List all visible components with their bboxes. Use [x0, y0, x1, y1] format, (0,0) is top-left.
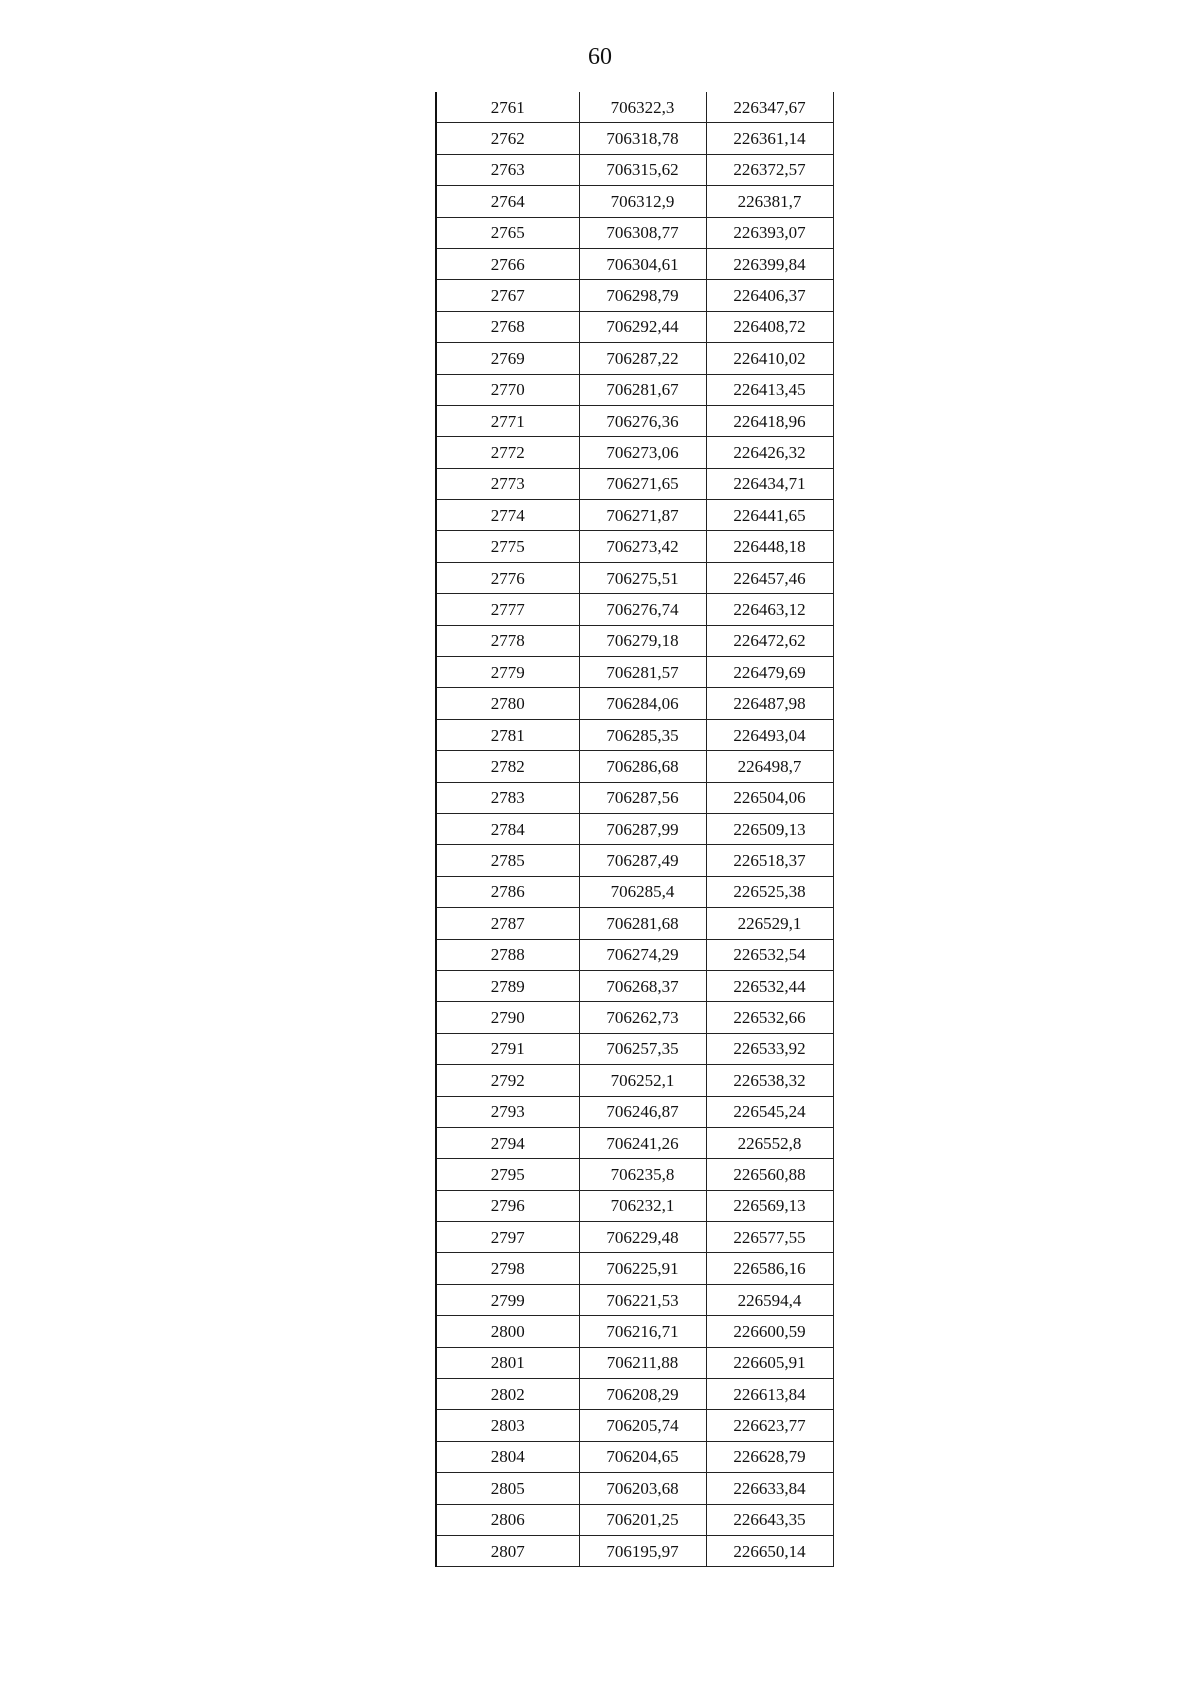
- table-row: [436, 1535, 833, 1566]
- table-row: [436, 594, 833, 625]
- table-row: [436, 813, 833, 844]
- point-number-cell: 2762: [436, 123, 579, 154]
- x-coordinate-cell: 706279,18: [579, 625, 706, 656]
- y-coordinate-cell: 226538,32: [706, 1065, 833, 1096]
- y-coordinate-cell: 226413,45: [706, 374, 833, 405]
- x-coordinate-cell: 706271,87: [579, 500, 706, 531]
- y-coordinate-cell: 226493,04: [706, 719, 833, 750]
- y-coordinate-cell: 226434,71: [706, 468, 833, 499]
- y-coordinate-cell: 226569,13: [706, 1190, 833, 1221]
- y-coordinate-cell: 226361,14: [706, 123, 833, 154]
- point-number-cell: 2801: [436, 1347, 579, 1378]
- x-coordinate-cell: 706287,56: [579, 782, 706, 813]
- point-number-cell: 2795: [436, 1159, 579, 1190]
- y-coordinate-cell: 226532,44: [706, 970, 833, 1001]
- x-coordinate-cell: 706205,74: [579, 1410, 706, 1441]
- point-number-cell: 2771: [436, 405, 579, 436]
- x-coordinate-cell: 706315,62: [579, 154, 706, 185]
- point-number-cell: 2798: [436, 1253, 579, 1284]
- point-number-cell: 2773: [436, 468, 579, 499]
- x-coordinate-cell: 706275,51: [579, 562, 706, 593]
- x-coordinate-cell: 706268,37: [579, 970, 706, 1001]
- point-number-cell: 2774: [436, 500, 579, 531]
- table-row: [436, 1410, 833, 1441]
- y-coordinate-cell: 226552,8: [706, 1127, 833, 1158]
- table-row: [436, 123, 833, 154]
- y-coordinate-cell: 226408,72: [706, 311, 833, 342]
- y-coordinate-cell: 226410,02: [706, 343, 833, 374]
- point-number-cell: 2782: [436, 751, 579, 782]
- table-row: [436, 719, 833, 750]
- x-coordinate-cell: 706252,1: [579, 1065, 706, 1096]
- x-coordinate-cell: 706273,42: [579, 531, 706, 562]
- point-number-cell: 2806: [436, 1504, 579, 1535]
- y-coordinate-cell: 226347,67: [706, 92, 833, 123]
- point-number-cell: 2778: [436, 625, 579, 656]
- point-number-cell: 2793: [436, 1096, 579, 1127]
- x-coordinate-cell: 706322,3: [579, 92, 706, 123]
- y-coordinate-cell: 226518,37: [706, 845, 833, 876]
- y-coordinate-cell: 226613,84: [706, 1379, 833, 1410]
- y-coordinate-cell: 226628,79: [706, 1441, 833, 1472]
- x-coordinate-cell: 706235,8: [579, 1159, 706, 1190]
- table-row: [436, 1253, 833, 1284]
- point-number-cell: 2786: [436, 876, 579, 907]
- point-number-cell: 2788: [436, 939, 579, 970]
- x-coordinate-cell: 706276,74: [579, 594, 706, 625]
- x-coordinate-cell: 706216,71: [579, 1316, 706, 1347]
- y-coordinate-cell: 226472,62: [706, 625, 833, 656]
- x-coordinate-cell: 706308,77: [579, 217, 706, 248]
- x-coordinate-cell: 706204,65: [579, 1441, 706, 1472]
- table-row: [436, 154, 833, 185]
- y-coordinate-cell: 226498,7: [706, 751, 833, 782]
- x-coordinate-cell: 706281,68: [579, 908, 706, 939]
- y-coordinate-cell: 226586,16: [706, 1253, 833, 1284]
- point-number-cell: 2794: [436, 1127, 579, 1158]
- y-coordinate-cell: 226457,46: [706, 562, 833, 593]
- x-coordinate-cell: 706257,35: [579, 1033, 706, 1064]
- x-coordinate-cell: 706285,35: [579, 719, 706, 750]
- table-row: [436, 1096, 833, 1127]
- point-number-cell: 2765: [436, 217, 579, 248]
- table-row: [436, 1127, 833, 1158]
- y-coordinate-cell: 226623,77: [706, 1410, 833, 1441]
- x-coordinate-cell: 706276,36: [579, 405, 706, 436]
- y-coordinate-cell: 226406,37: [706, 280, 833, 311]
- y-coordinate-cell: 226504,06: [706, 782, 833, 813]
- table-row: [436, 217, 833, 248]
- x-coordinate-cell: 706304,61: [579, 248, 706, 279]
- point-number-cell: 2764: [436, 186, 579, 217]
- point-number-cell: 2804: [436, 1441, 579, 1472]
- y-coordinate-cell: 226418,96: [706, 405, 833, 436]
- table-row: [436, 751, 833, 782]
- x-coordinate-cell: 706225,91: [579, 1253, 706, 1284]
- point-number-cell: 2766: [436, 248, 579, 279]
- y-coordinate-cell: 226479,69: [706, 657, 833, 688]
- point-number-cell: 2790: [436, 1002, 579, 1033]
- x-coordinate-cell: 706211,88: [579, 1347, 706, 1378]
- point-number-cell: 2770: [436, 374, 579, 405]
- y-coordinate-cell: 226532,54: [706, 939, 833, 970]
- y-coordinate-cell: 226560,88: [706, 1159, 833, 1190]
- point-number-cell: 2779: [436, 657, 579, 688]
- point-number-cell: 2802: [436, 1379, 579, 1410]
- table-row: [436, 908, 833, 939]
- y-coordinate-cell: 226426,32: [706, 437, 833, 468]
- table-row: [436, 343, 833, 374]
- point-number-cell: 2796: [436, 1190, 579, 1221]
- x-coordinate-cell: 706262,73: [579, 1002, 706, 1033]
- table-row: [436, 437, 833, 468]
- x-coordinate-cell: 706246,87: [579, 1096, 706, 1127]
- x-coordinate-cell: 706241,26: [579, 1127, 706, 1158]
- table-row: [436, 1065, 833, 1096]
- table-row: [436, 1316, 833, 1347]
- x-coordinate-cell: 706221,53: [579, 1284, 706, 1315]
- table-row: [436, 688, 833, 719]
- x-coordinate-cell: 706208,29: [579, 1379, 706, 1410]
- table-row: [436, 1222, 833, 1253]
- point-number-cell: 2797: [436, 1222, 579, 1253]
- y-coordinate-cell: 226529,1: [706, 908, 833, 939]
- table-row: [436, 625, 833, 656]
- x-coordinate-cell: 706273,06: [579, 437, 706, 468]
- point-number-cell: 2787: [436, 908, 579, 939]
- table-row: [436, 1002, 833, 1033]
- table-row: [436, 657, 833, 688]
- point-number-cell: 2768: [436, 311, 579, 342]
- point-number-cell: 2769: [436, 343, 579, 374]
- x-coordinate-cell: 706195,97: [579, 1535, 706, 1566]
- x-coordinate-cell: 706287,99: [579, 813, 706, 844]
- x-coordinate-cell: 706318,78: [579, 123, 706, 154]
- table-row: [436, 1504, 833, 1535]
- point-number-cell: 2776: [436, 562, 579, 593]
- x-coordinate-cell: 706229,48: [579, 1222, 706, 1253]
- coordinates-table: [435, 92, 834, 1567]
- point-number-cell: 2785: [436, 845, 579, 876]
- point-number-cell: 2799: [436, 1284, 579, 1315]
- table-row: [436, 1473, 833, 1504]
- table-row: [436, 970, 833, 1001]
- y-coordinate-cell: 226650,14: [706, 1535, 833, 1566]
- table-row: [436, 1347, 833, 1378]
- table-row: [436, 531, 833, 562]
- x-coordinate-cell: 706232,1: [579, 1190, 706, 1221]
- x-coordinate-cell: 706203,68: [579, 1473, 706, 1504]
- table-row: [436, 186, 833, 217]
- y-coordinate-cell: 226393,07: [706, 217, 833, 248]
- point-number-cell: 2780: [436, 688, 579, 719]
- point-number-cell: 2807: [436, 1535, 579, 1566]
- x-coordinate-cell: 706286,68: [579, 751, 706, 782]
- x-coordinate-cell: 706201,25: [579, 1504, 706, 1535]
- point-number-cell: 2800: [436, 1316, 579, 1347]
- table-row: [436, 1190, 833, 1221]
- x-coordinate-cell: 706292,44: [579, 311, 706, 342]
- point-number-cell: 2792: [436, 1065, 579, 1096]
- y-coordinate-cell: 226545,24: [706, 1096, 833, 1127]
- table-row: [436, 782, 833, 813]
- table-row: [436, 405, 833, 436]
- x-coordinate-cell: 706284,06: [579, 688, 706, 719]
- x-coordinate-cell: 706287,49: [579, 845, 706, 876]
- y-coordinate-cell: 226600,59: [706, 1316, 833, 1347]
- point-number-cell: 2777: [436, 594, 579, 625]
- point-number-cell: 2789: [436, 970, 579, 1001]
- x-coordinate-cell: 706274,29: [579, 939, 706, 970]
- table-row: [436, 845, 833, 876]
- point-number-cell: 2763: [436, 154, 579, 185]
- point-number-cell: 2783: [436, 782, 579, 813]
- table-row: [436, 1033, 833, 1064]
- point-number-cell: 2772: [436, 437, 579, 468]
- y-coordinate-cell: 226487,98: [706, 688, 833, 719]
- point-number-cell: 2805: [436, 1473, 579, 1504]
- table-row: [436, 374, 833, 405]
- point-number-cell: 2781: [436, 719, 579, 750]
- table-row: [436, 92, 833, 123]
- coordinates-table-body: [436, 92, 833, 1567]
- table-row: [436, 280, 833, 311]
- y-coordinate-cell: 226643,35: [706, 1504, 833, 1535]
- point-number-cell: 2784: [436, 813, 579, 844]
- y-coordinate-cell: 226594,4: [706, 1284, 833, 1315]
- y-coordinate-cell: 226463,12: [706, 594, 833, 625]
- y-coordinate-cell: 226532,66: [706, 1002, 833, 1033]
- y-coordinate-cell: 226633,84: [706, 1473, 833, 1504]
- table-row: [436, 939, 833, 970]
- table-row: [436, 562, 833, 593]
- table-row: [436, 876, 833, 907]
- y-coordinate-cell: 226525,38: [706, 876, 833, 907]
- y-coordinate-cell: 226509,13: [706, 813, 833, 844]
- table-row: [436, 311, 833, 342]
- x-coordinate-cell: 706281,67: [579, 374, 706, 405]
- page-number: 60: [588, 44, 612, 70]
- point-number-cell: 2803: [436, 1410, 579, 1441]
- point-number-cell: 2767: [436, 280, 579, 311]
- table-row: [436, 1441, 833, 1472]
- y-coordinate-cell: 226448,18: [706, 531, 833, 562]
- y-coordinate-cell: 226577,55: [706, 1222, 833, 1253]
- table-row: [436, 500, 833, 531]
- table-row: [436, 1379, 833, 1410]
- point-number-cell: 2775: [436, 531, 579, 562]
- table-row: [436, 1159, 833, 1190]
- y-coordinate-cell: 226381,7: [706, 186, 833, 217]
- point-number-cell: 2791: [436, 1033, 579, 1064]
- x-coordinate-cell: 706312,9: [579, 186, 706, 217]
- table-row: [436, 468, 833, 499]
- y-coordinate-cell: 226533,92: [706, 1033, 833, 1064]
- table-row: [436, 1284, 833, 1315]
- y-coordinate-cell: 226441,65: [706, 500, 833, 531]
- y-coordinate-cell: 226372,57: [706, 154, 833, 185]
- x-coordinate-cell: 706281,57: [579, 657, 706, 688]
- y-coordinate-cell: 226399,84: [706, 248, 833, 279]
- x-coordinate-cell: 706298,79: [579, 280, 706, 311]
- point-number-cell: 2761: [436, 92, 579, 123]
- table-row: [436, 248, 833, 279]
- x-coordinate-cell: 706285,4: [579, 876, 706, 907]
- x-coordinate-cell: 706271,65: [579, 468, 706, 499]
- x-coordinate-cell: 706287,22: [579, 343, 706, 374]
- y-coordinate-cell: 226605,91: [706, 1347, 833, 1378]
